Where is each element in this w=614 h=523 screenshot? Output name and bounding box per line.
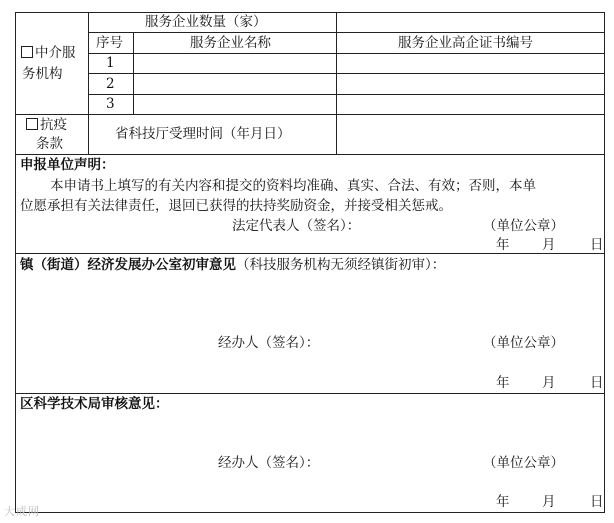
cert-number-field-1[interactable] <box>337 54 604 73</box>
town-handler-signature-label: 经办人（签名）： <box>218 335 320 351</box>
cert-number-field-3[interactable] <box>337 95 604 114</box>
service-count-label: 服务企业数量（家） <box>145 14 267 30</box>
row-number-3: 3 <box>106 96 115 112</box>
town-year: 年 <box>496 375 510 391</box>
service-count-field[interactable] <box>337 13 604 32</box>
district-day: 日 <box>590 494 604 510</box>
cert-number-field-2[interactable] <box>337 74 604 94</box>
district-handler-signature-label: 经办人（签名）： <box>218 455 320 471</box>
col-header-cert: 服务企业高企证书编号 <box>398 35 533 51</box>
declaration-title: 申报单位声明： <box>20 157 115 173</box>
epidemic-label-line2: 条款 <box>36 136 63 152</box>
row-number-2: 2 <box>106 76 115 92</box>
intermediary-checkbox[interactable] <box>21 46 33 58</box>
district-year: 年 <box>496 494 510 510</box>
declaration-para-line2: 位愿承担有关法律责任，退回已获得的扶持奖励资金，并接受相关惩戒。 <box>20 198 452 214</box>
epidemic-checkbox[interactable] <box>26 118 38 130</box>
col-header-no: 序号 <box>96 35 123 51</box>
town-day: 日 <box>590 375 604 391</box>
declaration-day: 日 <box>590 237 604 253</box>
town-review-title-bold: 镇（街道）经济发展办公室初审意见 <box>20 257 236 273</box>
intermediary-label-line1: 中介服 <box>35 45 76 61</box>
declaration-month: 月 <box>542 237 556 253</box>
intermediary-label-line2: 务机构 <box>22 66 63 82</box>
row-number-1: 1 <box>106 55 115 71</box>
watermark: 大成网 <box>4 505 40 518</box>
town-review-title-note: （科技服务机构无须经镇街初审）： <box>236 257 446 273</box>
company-name-field-2[interactable] <box>134 74 336 94</box>
district-seal-label: （单位公章） <box>483 455 564 471</box>
district-month: 月 <box>542 494 556 510</box>
legal-rep-signature-label: 法定代表人（签名）： <box>232 218 361 234</box>
company-name-field-1[interactable] <box>134 54 336 73</box>
declaration-para-line1: 本申请书上填写的有关内容和提交的资料均准确、真实、合法、有效；否则，本单 <box>50 178 536 194</box>
town-review-opinion-area[interactable] <box>16 276 604 332</box>
company-name-field-3[interactable] <box>134 95 336 114</box>
town-review-title <box>20 257 445 273</box>
acceptance-time-label: 省科技厅受理时间（年月日） <box>115 126 291 142</box>
declaration-year: 年 <box>496 237 510 253</box>
acceptance-time-field[interactable] <box>337 115 604 154</box>
town-month: 月 <box>542 375 556 391</box>
declaration-seal-label: （单位公章） <box>483 218 564 234</box>
col-header-name: 服务企业名称 <box>190 35 271 51</box>
district-review-title: 区科学技术局审核意见： <box>20 396 169 412</box>
epidemic-label-line1: 抗疫 <box>40 117 67 133</box>
town-seal-label: （单位公章） <box>483 335 564 351</box>
district-review-opinion-area[interactable] <box>16 415 604 453</box>
